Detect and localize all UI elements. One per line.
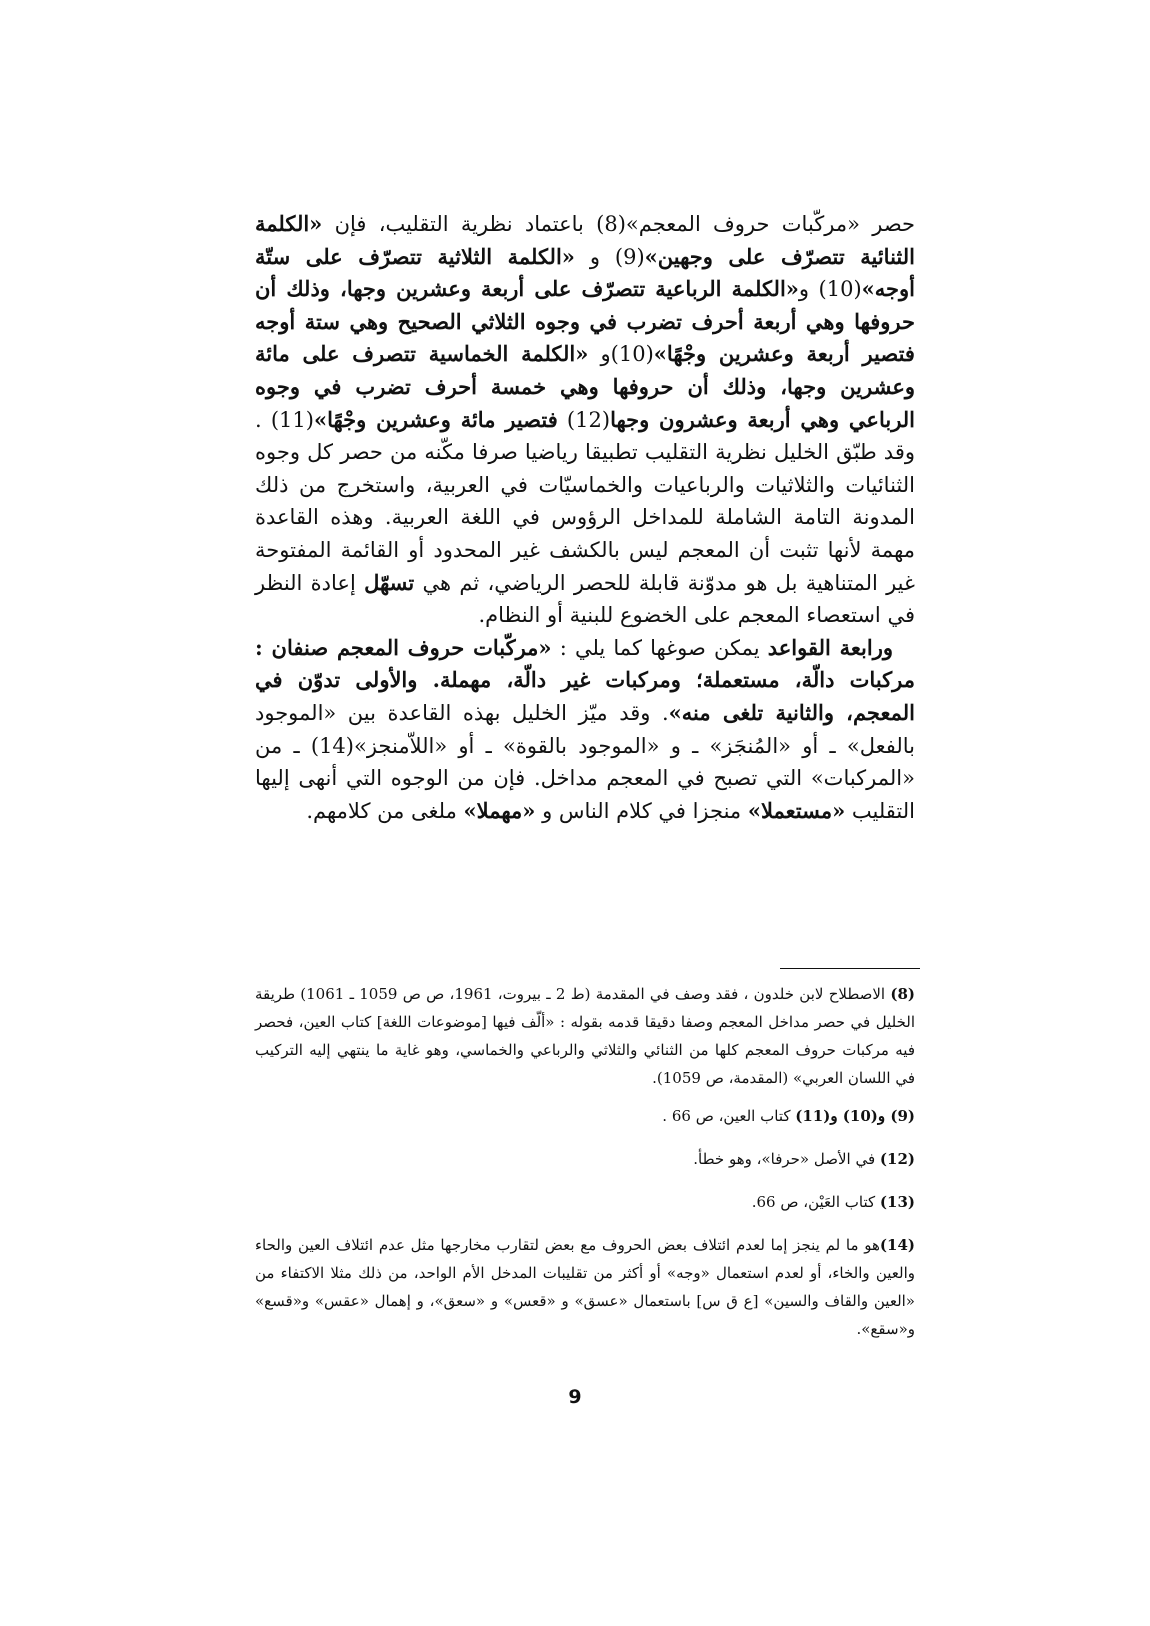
text-run: (10) و [798,277,862,302]
bold-quote: «الكلمة الخماسية تتصرف على مائة وعشرين وجها، وذلك أن حروفها وهي خمسة أحرف تضرب في وجوه الرباعي وهي أربعة وعشرون وجها [255,341,916,432]
footnote-13 [255,1188,915,1216]
paragraph-2 [255,632,915,828]
paragraph-1 [255,208,915,632]
text-run: حصر «مركّبات حروف المعجم»(8) باعتماد نظرية التقليب، فإن [322,212,916,236]
footnote-separator [780,968,920,969]
text-run: (12) [557,407,611,432]
text-run: . وقد ميّز الخليل بهذه القاعدة بين «الموجود بالفعل» ـ أو «المُنجَز» ـ و «الموجود بالقوة» ـ أو «اللاّمنجز»(14) ـ من «المركبات» التي تصبح في المعجم مداخل. فإن من الوجوه التي أنهى إليها التقليب [255,700,915,823]
footnote-8 [255,980,915,1092]
footnote-number: (13) [879,1193,915,1211]
text-run: (10)و [588,342,654,367]
bold-quote: «الكلمة الثنائية تتصرّف على وجهين» [255,211,915,269]
footnote-text: في الأصل «حرفا»، وهو خطأ. [693,1150,880,1168]
footnote-text: كتاب العَيْن، ص 66. [751,1193,880,1211]
footnote-text: هو ما لم ينجز إما لعدم ائتلاف بعض الحروف مع بعض لتقارب مخارجها مثل عدم ائتلاف العين والحاء والعين والخاء، أو لعدم استعمال «وجه» أو أكثر من تقليبات المدخل الأم الواحد، من ذلك مثلا الاكتفاء من «العين والقاف والسين» [ع ق س] باستعمال «عسق» و «قعس» و «سعق»، و إهمال «عقس» و«قسع» و«سقع». [255,1236,915,1338]
text-run: منجزا في كلام الناس و [535,798,748,823]
bold-word: «مهملا» [463,797,536,823]
footnote-number: (8) [890,985,916,1003]
text-run: (9) و [574,244,645,269]
footnote-number: (12) [879,1150,915,1168]
bold-lead: ورابعة القواعد [767,634,893,660]
bold-word: «مستعملا» [747,797,846,823]
footnote-text: الاصطلاح لابن خلدون ، فقد وصف في المقدمة (ط 2 ـ بيروت، 1961، ص ص 1059 ـ 1061) طريقة الخليل في حصر مداخل المعجم وصفا دقيقا قدمه بقوله : «ألّف فيها [موضوعات اللغة] كتاب العين، فحصر فيه مركبات حروف المعجم كلها من الثنائي والثلاثي والرباعي والخماسي، وهو غاية ما ينتهي إليه التركيب في اللسان العربي» (المقدمة، ص 1059). [255,985,915,1087]
bold-word: تسهّل [364,569,415,595]
text-run: إعادة النظر في استعصاء المعجم على الخضوع للبنية أو النظام. [255,570,915,628]
bold-quote: «الكلمة الثلاثية تتصرّف على ستّة أوجه» [255,243,916,302]
page-number: 9 [568,1386,582,1408]
footnote-text: كتاب العين، ص 66 . [662,1107,796,1125]
footnote-number: (14) [879,1236,915,1254]
footnote-number: (9) و(10) و(11) [795,1107,915,1125]
footnote-14 [255,1231,915,1343]
text-run: يمكن صوغها كما يلي : [551,635,768,660]
bold-quote: «مركّبات حروف المعجم صنفان : مركبات دالّة، مستعملة؛ ومركبات غير دالّة، مهملة. والأولى تدوّن في المعجم، والثانية تلغى منه» [255,634,915,725]
text-run: ملغى من كلامهم. [306,798,464,823]
bold-quote: «الكلمة الرباعية تتصرّف على أربعة وعشرين وجها، وذلك أن حروفها وهي أربعة أحرف تضرب في وجوه الثلاثي الصحيح وهي ستة أوجه فتصير أربعة وعشرين وجْهًا» [255,276,915,367]
main-text [255,208,915,827]
text-run: (11) . وقد طبّق الخليل نظرية التقليب تطبيقا رياضيا صرفا مكّنه من حصر كل وجوه الثنائيات والثلاثيات والرباعيات والخماسيّات في العربية، واستخرج من ذلك المدونة التامة الشاملة للمداخل الرؤوس في اللغة العربية. وهذه القاعدة مهمة لأنها تثبت أن المعجم ليس بالكشف غير المحدود أو القائمة المفتوحة غير المتناهية بل هو مدوّنة قابلة للحصر الرياضي، ثم هي [255,407,915,595]
footnotes [255,980,915,1343]
footnote-9-10-11 [255,1102,915,1130]
footnote-12 [255,1145,915,1173]
bold-quote: فتصير مائة وعشرين وجْهًا» [313,406,558,432]
